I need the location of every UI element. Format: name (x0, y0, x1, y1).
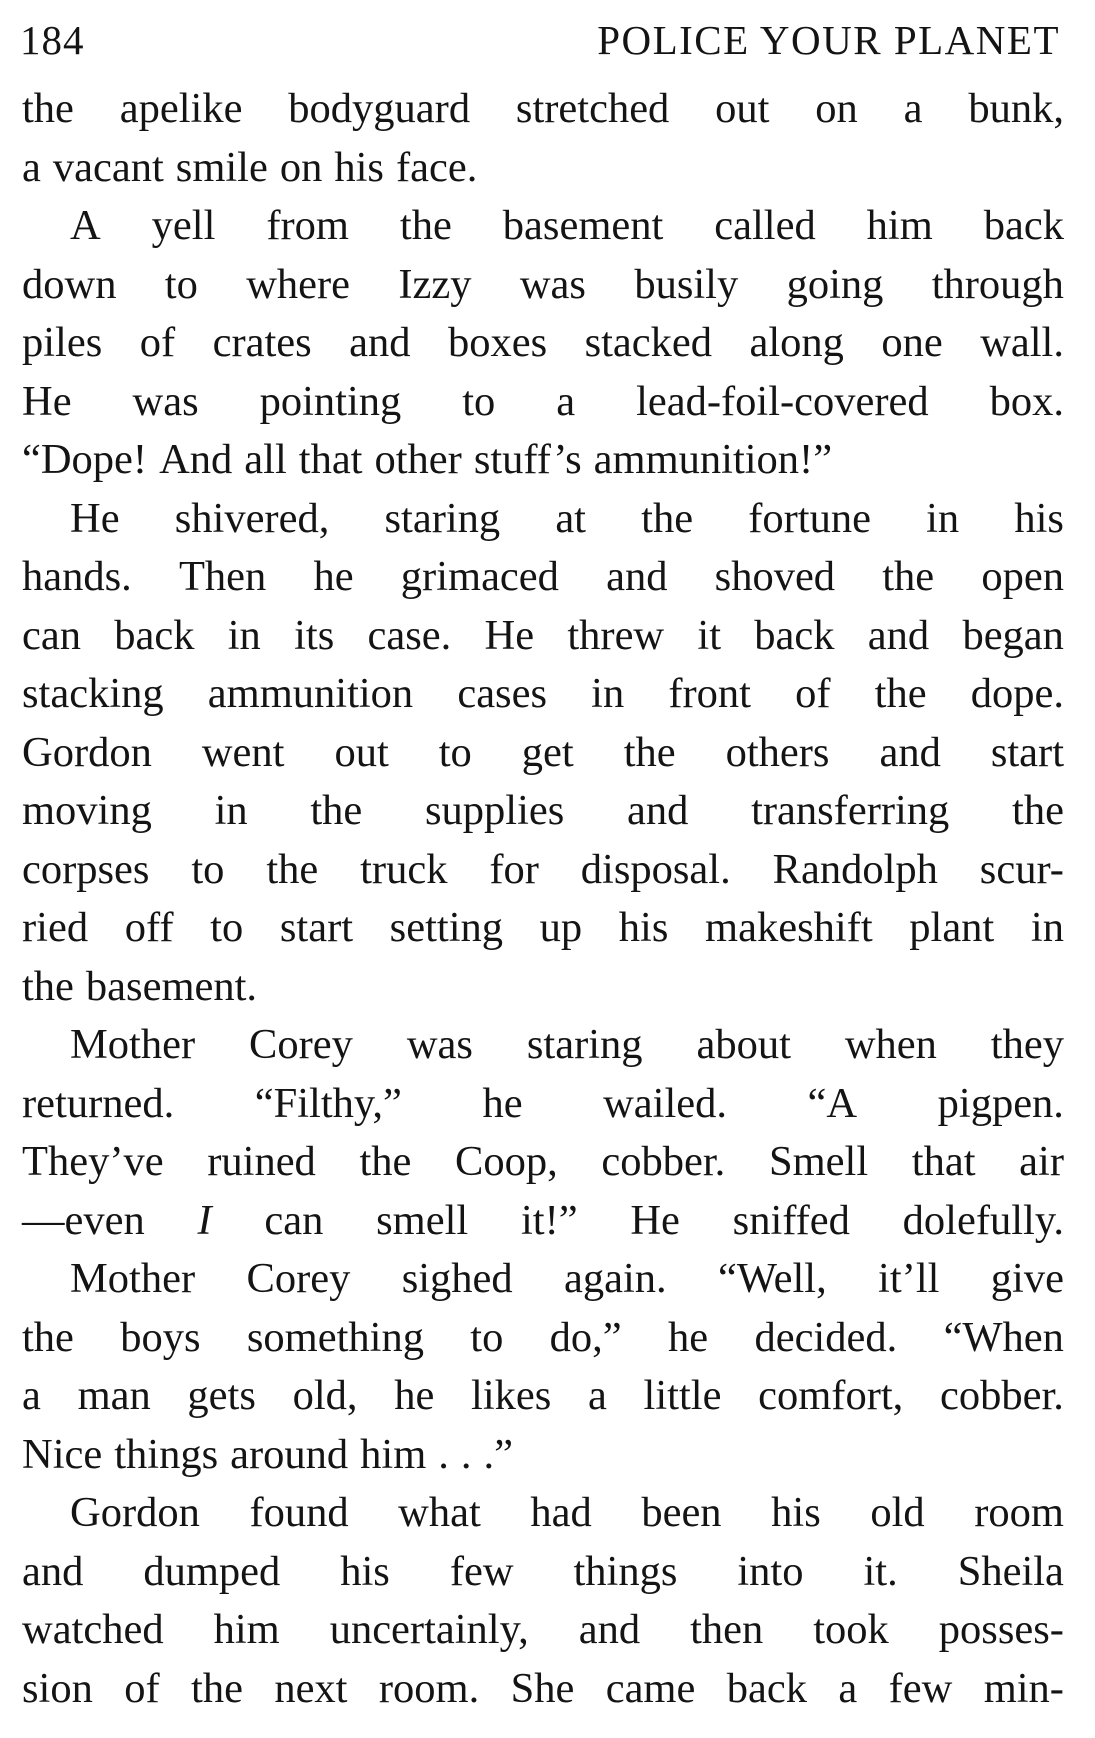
text-line: the basement. (22, 962, 258, 1010)
text-line: can back in its case. He threw it back and began (22, 611, 1064, 659)
text-line: hands. Then he grimaced and shoved the open (22, 553, 1064, 600)
running-title: POLICE YOUR PLANET (597, 17, 1060, 63)
text-line: piles of crates and boxes stacked along one wall. (22, 319, 1064, 366)
text-line: Mother Corey was staring about when they (70, 1021, 1064, 1068)
body-text (22, 80, 1064, 1718)
text-line: sion of the next room. She came back a few min- (22, 1664, 1064, 1712)
text-line: He was pointing to a lead-foil-covered box. (22, 377, 1064, 425)
text-line: Gordon found what had been his old room (70, 1489, 1064, 1536)
page-number: 184 (20, 17, 85, 63)
text-line: Gordon went out to get the others and start (22, 728, 1064, 776)
text-line: —even I can smell it!” He sniffed dolefully. (22, 1196, 1064, 1244)
text-line: moving in the supplies and transferring the (22, 787, 1064, 834)
page-header (20, 10, 1060, 70)
text-line: corpses to the truck for disposal. Randolph scur- (22, 845, 1064, 893)
text-line: the boys something to do,” he decided. “When (22, 1313, 1064, 1361)
text-line: They’ve ruined the Coop, cobber. Smell that air (22, 1138, 1064, 1185)
text-line: the apelike bodyguard stretched out on a bunk, (22, 85, 1064, 132)
text-line: and dumped his few things into it. Sheila (22, 1547, 1064, 1595)
text-line: returned. “Filthy,” he wailed. “A pigpen. (22, 1079, 1064, 1127)
text-line: Nice things around him . . .” (22, 1430, 514, 1478)
text-line: A yell from the basement called him back (70, 202, 1064, 249)
text-line: a man gets old, he likes a little comfort, cobber. (22, 1372, 1064, 1419)
text-line: Mother Corey sighed again. “Well, it’ll give (70, 1255, 1064, 1302)
text-line: down to where Izzy was busily going through (22, 260, 1064, 308)
text-line: watched him uncertainly, and then took posses- (22, 1606, 1064, 1653)
text-line: ried off to start setting up his makeshift plant in (22, 904, 1064, 951)
text-line: “Dope! And all that other stuff’s ammunition!” (22, 436, 833, 483)
text-line: a vacant smile on his face. (22, 143, 478, 191)
text-line: stacking ammunition cases in front of the dope. (22, 670, 1064, 717)
text-line: He shivered, staring at the fortune in his (70, 494, 1064, 542)
